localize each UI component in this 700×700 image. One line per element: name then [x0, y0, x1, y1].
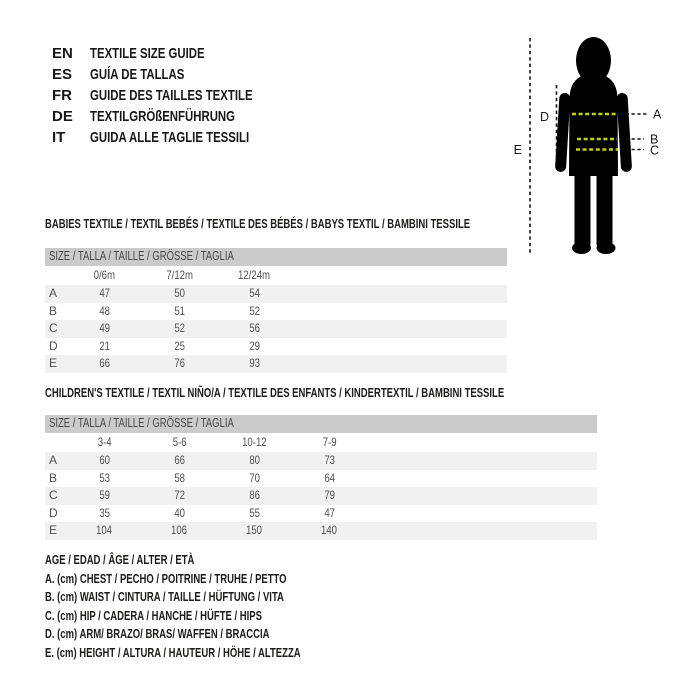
legend-waist: B. (cm) WAIST / CINTURA / TAILLE / HÜFTUNG / VITA [45, 590, 284, 605]
cell: 52 [174, 321, 185, 335]
lang-code: FR [52, 87, 72, 104]
lang-text: TEXTILE SIZE GUIDE [90, 45, 205, 62]
col-header: 3-4 [97, 434, 112, 449]
cell: 80 [249, 453, 260, 467]
cell: 86 [249, 488, 260, 502]
cell: 150 [246, 523, 263, 537]
cell: 93 [249, 356, 260, 370]
lang-row-de [52, 106, 304, 127]
cell: 55 [249, 505, 260, 520]
lang-text: GUÍA DE TALLAS [90, 66, 185, 83]
cell: 76 [174, 356, 185, 370]
cell: 59 [99, 488, 110, 502]
table-row [45, 320, 507, 338]
label-hip-c: C [650, 143, 660, 158]
cell: 70 [249, 470, 260, 485]
col-header: 5-6 [172, 434, 187, 449]
cell: 54 [249, 286, 260, 300]
row-label: A [49, 453, 58, 467]
cell: 49 [99, 321, 110, 335]
col-header: 0/6m [93, 267, 116, 282]
cell: 106 [171, 523, 188, 537]
cell: 53 [99, 470, 110, 485]
cell: 40 [174, 505, 185, 520]
table-row [45, 338, 507, 356]
cell: 79 [324, 488, 335, 502]
lang-text: TEXTILGRÖßENFÜHRUNG [90, 108, 236, 125]
lang-text: GUIDE DES TAILLES TEXTILE [90, 87, 253, 104]
col-header: 10-12 [242, 434, 267, 449]
label-height-e: E [513, 143, 522, 157]
table-row [45, 487, 597, 505]
row-label: B [49, 470, 58, 485]
lang-text: GUIDA ALLE TAGLIE TESSILI [90, 129, 250, 146]
legend-age: AGE / EDAD / ÂGE / ALTER / ETÀ [45, 553, 195, 567]
cell: 21 [99, 338, 110, 353]
col-header: 12/24m [238, 267, 271, 282]
children-size-table [45, 415, 597, 540]
children-column-header-row [45, 433, 597, 453]
measurement-legend [45, 551, 381, 663]
table-row [45, 303, 507, 321]
babies-size-table [45, 248, 507, 373]
legend-chest: A. (cm) CHEST / PECHO / POITRINE / TRUHE / PETTO [45, 571, 287, 586]
row-label: B [49, 303, 58, 318]
row-label: D [49, 505, 58, 520]
lang-row-es [52, 64, 304, 85]
lang-code: DE [52, 108, 73, 125]
cell: 35 [99, 505, 110, 520]
cell: 140 [321, 523, 338, 537]
babies-column-header-row [45, 266, 507, 286]
lang-code: IT [52, 129, 66, 146]
children-table-header: SIZE / TALLA / TAILLE / GRÖSSE / TAGLIA [45, 415, 597, 433]
row-label: A [49, 286, 58, 300]
table-row [45, 355, 507, 373]
lang-row-fr [52, 85, 304, 106]
babies-table-title: BABIES TEXTILE / TEXTIL BEBÉS / TEXTILE DES BÉBÉS / BABYS TEXTIL / BAMBINI TESSILE [45, 217, 471, 231]
col-header: 7-9 [322, 434, 337, 449]
lang-row-it [52, 127, 304, 148]
cell: 64 [324, 470, 335, 485]
lang-code: ES [52, 66, 73, 83]
legend-hip: C. (cm) HIP / CADERA / HANCHE / HÜFTE / HIPS [45, 608, 262, 623]
cell: 60 [99, 453, 110, 467]
col-header: 7/12m [166, 267, 193, 282]
cell: 66 [99, 356, 110, 370]
row-label: E [49, 523, 58, 537]
cell: 52 [249, 303, 260, 318]
language-list [52, 43, 304, 148]
cell: 104 [96, 523, 113, 537]
legend-height: E. (cm) HEIGHT / ALTURA / HAUTEUR / HÖHE / ALTEZZA [45, 645, 301, 660]
row-label: E [49, 356, 58, 370]
label-waist-b: B [650, 132, 659, 147]
lang-code: EN [52, 45, 73, 62]
row-label: C [49, 488, 58, 502]
cell: 56 [249, 321, 260, 335]
cell: 58 [174, 470, 185, 485]
label-chest-a: A [653, 107, 662, 122]
cell: 72 [174, 488, 185, 502]
children-table-title: CHILDREN'S TEXTILE / TEXTIL NIÑO/A / TEXTILE DES ENFANTS / KINDERTEXTIL / BAMBINI TESSILE [45, 386, 505, 400]
cell: 66 [174, 453, 185, 467]
table-row [45, 470, 597, 488]
table-row [45, 285, 507, 303]
cell: 47 [99, 286, 110, 300]
legend-arm: D. (cm) ARM/ BRAZO/ BRAS/ WAFFEN / BRACCIA [45, 627, 270, 642]
cell: 50 [174, 286, 185, 300]
lang-row-en [52, 43, 304, 64]
cell: 47 [324, 505, 335, 520]
table-row [45, 522, 597, 540]
row-label: D [49, 338, 58, 353]
table-row [45, 452, 597, 470]
cell: 25 [174, 338, 185, 353]
cell: 48 [99, 303, 110, 318]
label-arm-d: D [539, 110, 549, 124]
cell: 29 [249, 338, 260, 353]
cell: 51 [174, 303, 185, 318]
cell: 73 [324, 453, 335, 467]
babies-table-header: SIZE / TALLA / TAILLE / GRÖSSE / TAGLIA [45, 248, 507, 266]
table-row [45, 505, 597, 523]
row-label: C [49, 321, 58, 335]
